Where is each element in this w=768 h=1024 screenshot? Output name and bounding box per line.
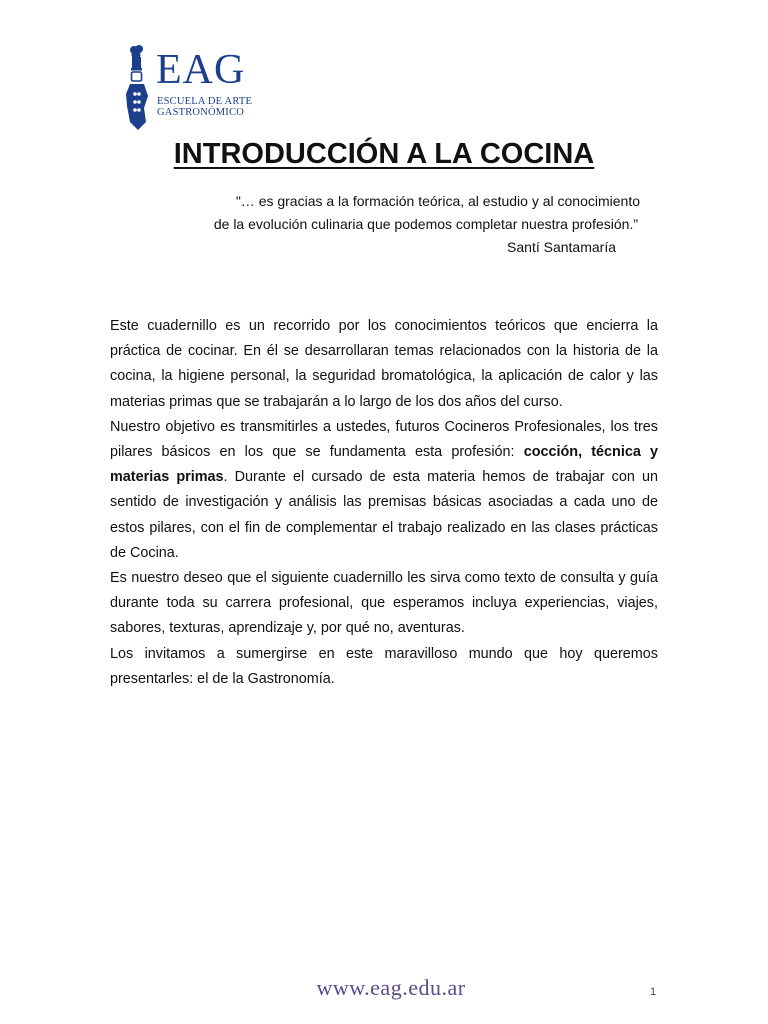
logo-wordmark: EAG: [156, 47, 246, 93]
logo-school-line1: ESCUELA DE ARTE: [157, 96, 253, 107]
quote-line-2: de la evolución culinaria que podemos completar nuestra profesión.”: [213, 216, 638, 232]
logo-school-name: [157, 96, 252, 118]
paragraph-4: Los invitamos a sumergirse en este maravilloso mundo que hoy queremos presentarles: el de la Gastronomía.: [110, 645, 658, 687]
eag-logo: [118, 44, 268, 134]
quote-line-1: "… es gracias a la formación teórica, al estudio y al conocimiento: [235, 193, 640, 209]
paragraph-3: Es nuestro deseo que el siguiente cuadernillo les sirva como texto de consulta y guía durante toda su carrera profesional, que esperamos incluya experiencias, viajes, sabores, texturas, aprendizaje y, por qué no, aventuras.: [110, 570, 658, 637]
logo-school-line2: GASTRONÓMICO: [157, 107, 244, 118]
paragraph-2-intro: Nuestro objetivo es transmitirles a ustedes, futuros Cocineros Profesionales, los tres pilares básicos en los que se fundamenta esta profesión:: [110, 418, 658, 461]
body-text: [110, 314, 658, 692]
paragraph-2-emphasis: cocción, técnica y materias primas: [110, 444, 658, 486]
paragraph-2-rest: . Durante el cursado de esta materia hemos de trabajar con un sentido de investigación y análisis las premisas básicas asociadas a cada uno de estos pilares, con el fin de complementar el trabajo realizado en las clases prácticas de Cocina.: [110, 469, 659, 561]
paragraph-2: [110, 415, 658, 566]
chef-figure-icon: [118, 44, 158, 134]
quote-author: Santí Santamaría: [507, 239, 616, 255]
document-title: INTRODUCCIÓN A LA COCINA: [173, 138, 595, 170]
paragraph-1: Este cuadernillo es un recorrido por los conocimientos teóricos que encierra la práctica de cocinar. En él se desarrollaran temas relacionados con la historia de la cocina, la higiene personal, la seguridad bromatológica, la aplicación de calor y las materias primas que se trabajarán a lo largo de los dos años del curso.: [110, 318, 658, 410]
page-number: 1: [650, 986, 657, 998]
footer-website-link[interactable]: www.eag.edu.ar: [316, 975, 466, 1000]
epigraph-quote: [150, 190, 680, 259]
